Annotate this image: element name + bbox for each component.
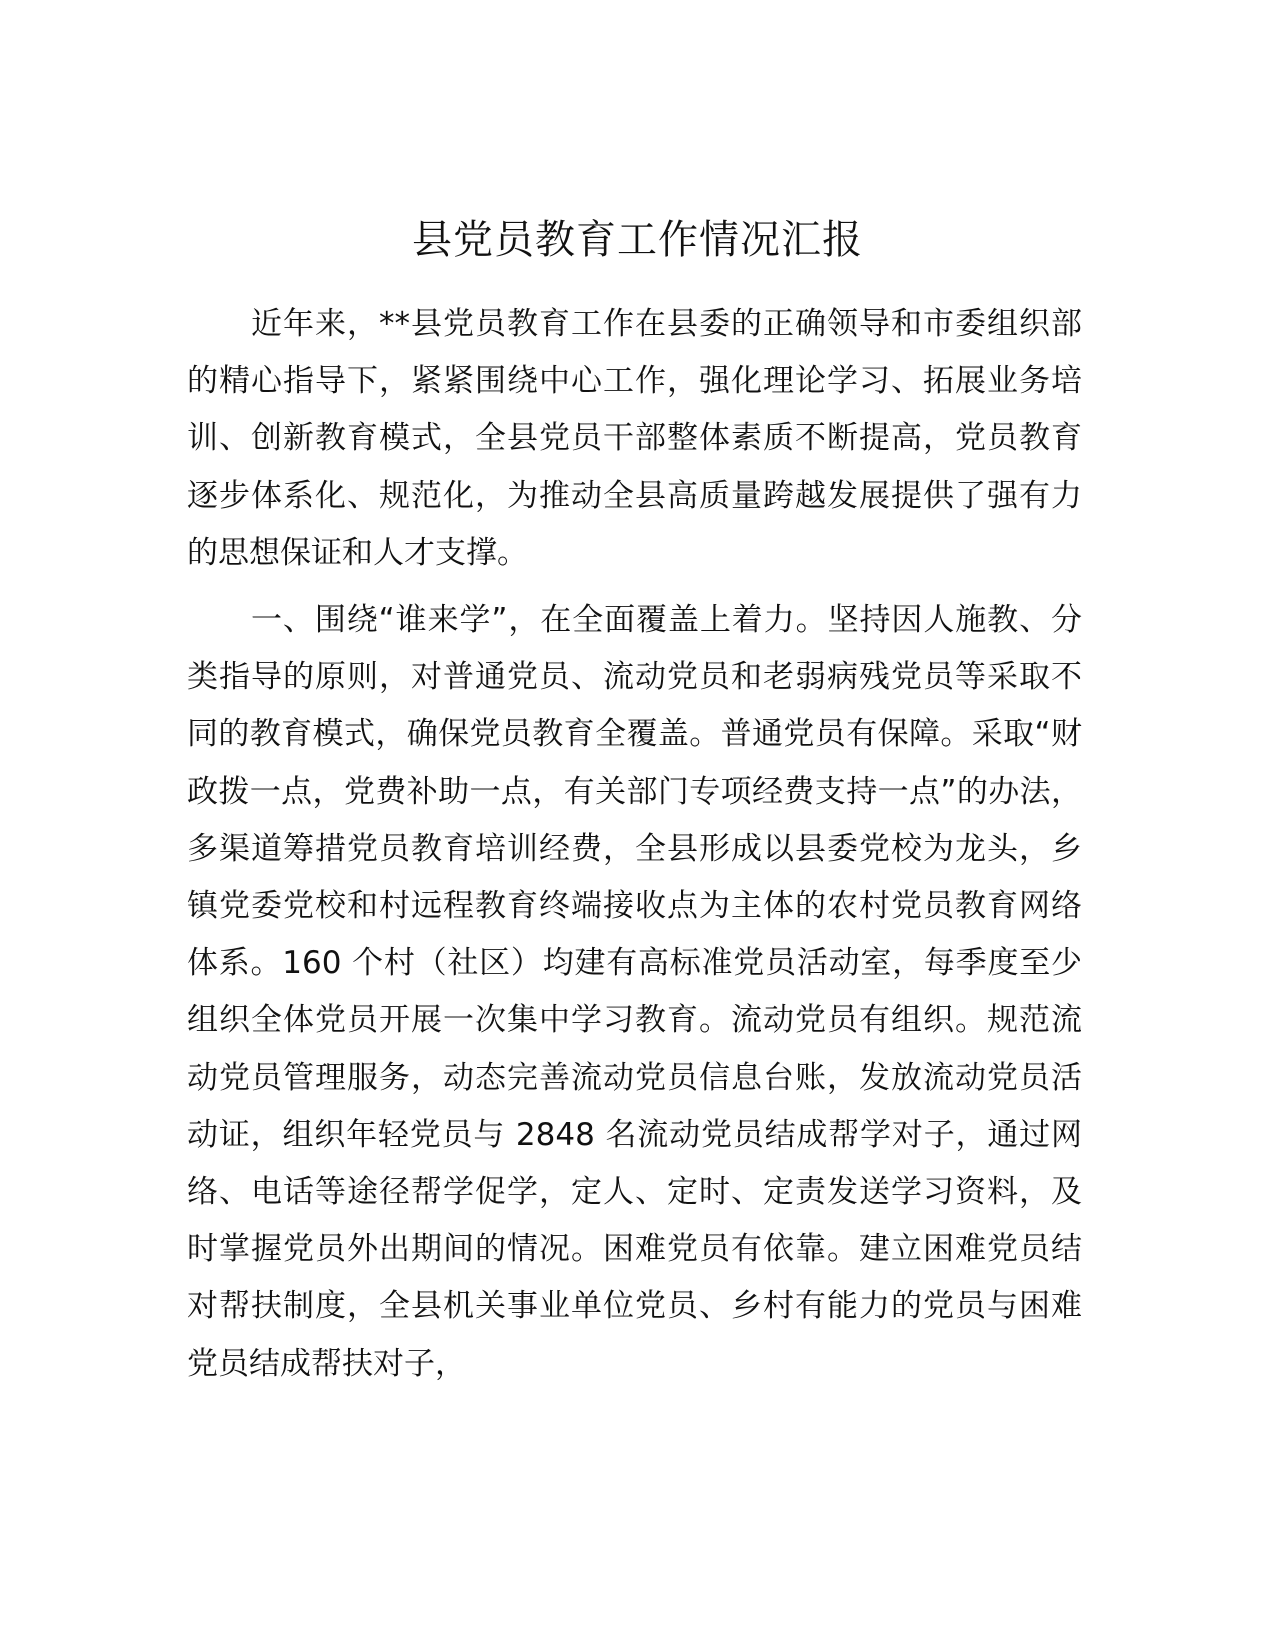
- document-title: 县党员教育工作情况汇报: [412, 217, 863, 263]
- section-one-paragraph: 一、围绕“谁来学”，在全面覆盖上着力。坚持因人施教、分类指导的原则，对普通党员、流动党员和老弱病残党员等采取不同的教育模式，确保党员教育全覆盖。普通党员有保障。采取“财政拨一点，党费补助一点，有关部门专项经费支持一点”的办法，多渠道筹措党员教育培训经费，全县形成以县委党校为龙头，乡镇党委党校和村远程教育终端接收点为主体的农村党员教育网络体系。160 个村（社区）均建有高标准党员活动室，每季度至少组织全体党员开展一次集中学习教育。流动党员有组织。规范流动党员管理服务，动态完善流动党员信息台账，发放流动党员活动证，组织年轻党员与 2848 名流动党员结成帮学对子，通过网络、电话等途径帮学促学，定人、定时、定责发送学习资料，及时掌握党员外出期间的情况。困难党员有依靠。建立困难党员结对帮扶制度，全县机关事业单位党员、乡村有能力的党员与困难党员结成帮扶对子，: [187, 602, 1082, 1382]
- intro-paragraph: 近年来，**县党员教育工作在县委的正确领导和市委组织部的精心指导下，紧紧围绕中心工作，强化理论学习、拓展业务培训、创新教育模式，全县党员干部整体素质不断提高，党员教育逐步体系化、规范化，为推动全县高质量跨越发展提供了强有力的思想保证和人才支撑。: [187, 306, 1082, 571]
